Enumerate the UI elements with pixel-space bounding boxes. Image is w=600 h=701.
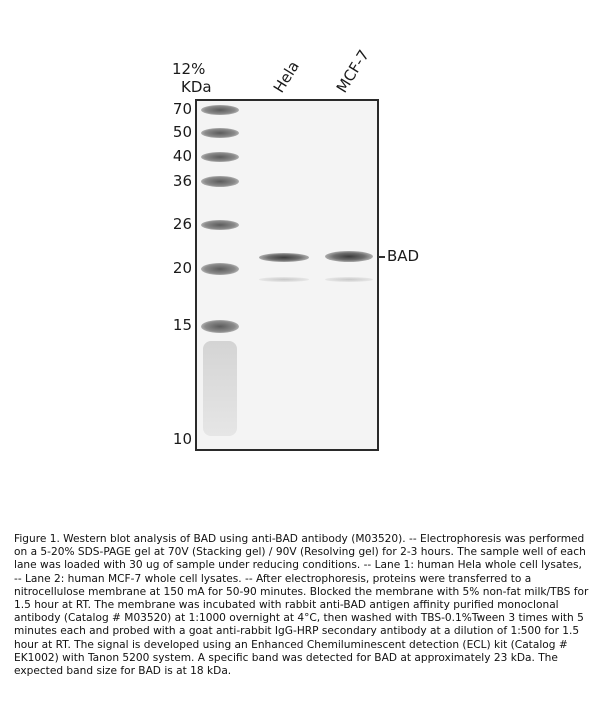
marker-label-40: 40 <box>172 147 192 165</box>
marker-label-15: 15 <box>172 316 192 334</box>
marker-label-36: 36 <box>172 172 192 190</box>
marker-label-26: 26 <box>172 215 192 233</box>
ladder-band-26 <box>201 220 239 230</box>
kda-unit-label: KDa <box>181 78 212 96</box>
ladder-band-40 <box>201 152 239 162</box>
marker-label-50: 50 <box>172 123 192 141</box>
ladder-smear <box>203 341 237 436</box>
ladder-band-50 <box>201 128 239 138</box>
lane-label-hela: Hela <box>269 57 303 96</box>
faint-band-mcf7 <box>325 277 373 282</box>
gel-percent-label: 12% <box>172 60 206 78</box>
lane-label-mcf7: MCF-7 <box>332 46 373 96</box>
figure-caption: Figure 1. Western blot analysis of BAD using anti-BAD antibody (M03520). -- Electrophoresis was performed on a 5-20% SDS-PAGE gel at 70V (Stacking gel) / 90V (Resolving gel) for 2-3 hours. The sample well of each lane was loaded with 30 ug of sample under reducing conditions. -- Lane 1: human Hela whole cell lysates, -- Lane 2: human MCF-7 whole cell lysates. -- After electrophoresis, proteins were transferred to a nitrocellulose membrane at 150 mA for 50-90 minutes. Blocked the membrane with 5% non-fat milk/TBS for 1.5 hour at RT. The membrane was incubated with rabbit anti-BAD antigen affinity purified monoclonal antibody (Catalog # M03520) at 1:1000 overnight at 4°C, then washed with TBS-0.1%Tween 3 times with 5 minutes each and probed with a goat anti-rabbit IgG-HRP secondary antibody at a dilution of 1:500 for 1.5 hour at RT. The signal is developed using an Enhanced Chemiluminescent detection (ECL) kit (Catalog # EK1002) with Tanon 5200 system. A specific band was detected for BAD at approximately 23 kDa. The expected band size for BAD is at 18 kDa. <box>14 533 589 678</box>
ladder-band-70 <box>201 105 239 115</box>
marker-label-10: 10 <box>172 430 192 448</box>
ladder-band-15 <box>201 320 239 333</box>
ladder-band-20 <box>201 263 239 275</box>
bad-band-label: BAD <box>387 247 420 265</box>
bad-band-mcf7 <box>325 251 373 262</box>
marker-label-70: 70 <box>172 100 192 118</box>
ladder-band-36 <box>201 176 239 187</box>
bad-pointer-tick <box>378 256 385 258</box>
marker-label-20: 20 <box>172 259 192 277</box>
bad-band-hela <box>259 253 309 262</box>
blot-image <box>195 99 379 451</box>
faint-band-hela <box>259 277 309 282</box>
